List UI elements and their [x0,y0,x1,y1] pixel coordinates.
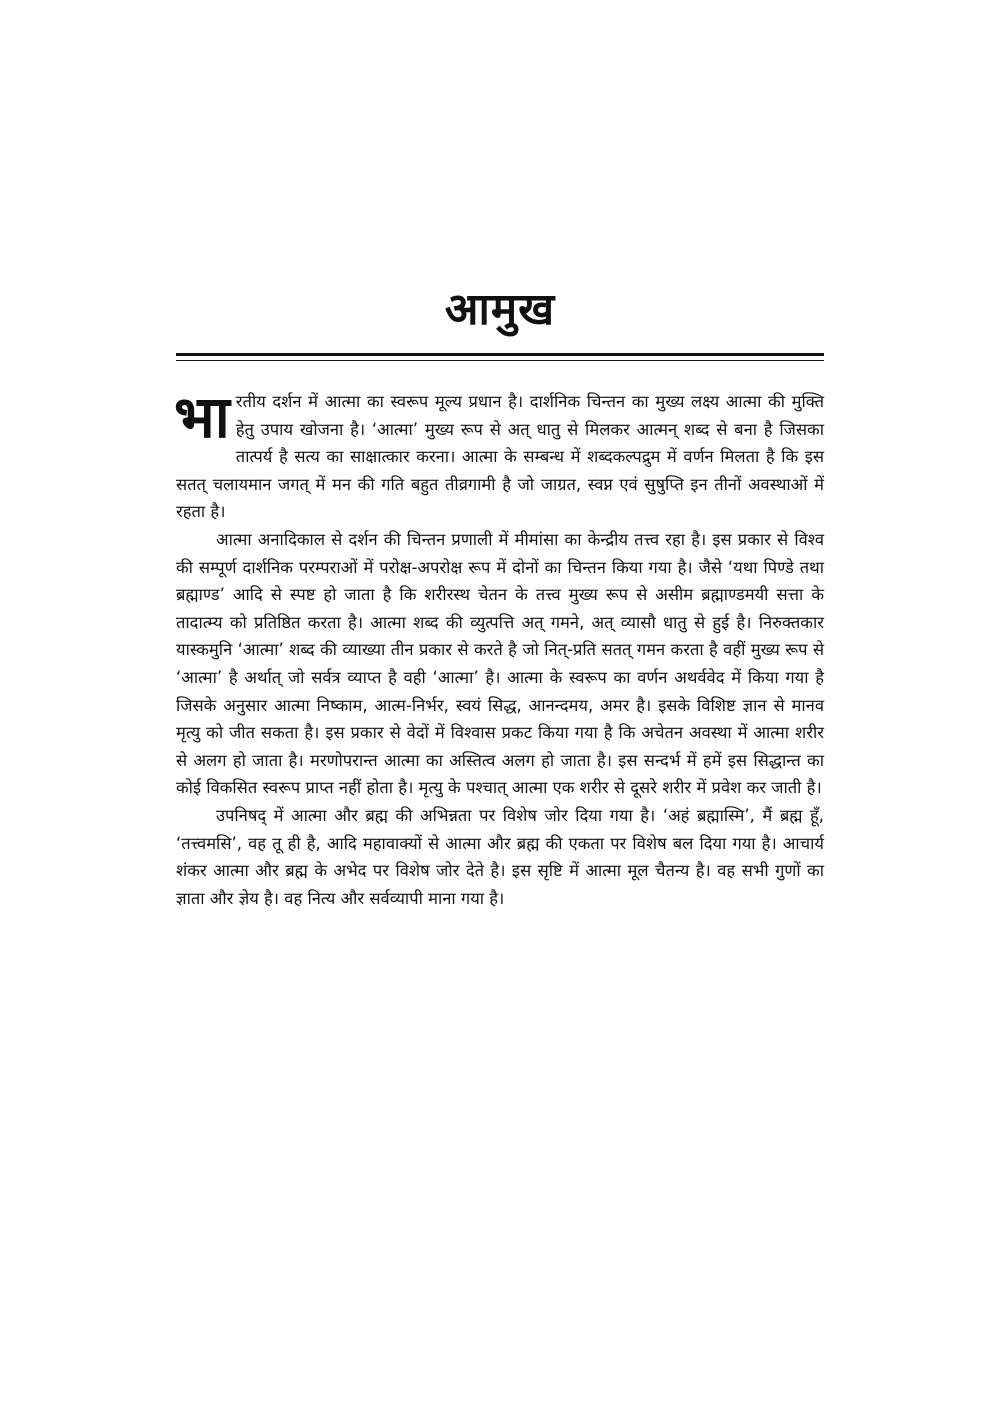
drop-cap: भा [174,383,230,451]
paragraph-1-text: रतीय दर्शन में आत्मा का स्वरूप मूल्य प्रधान है। दार्शनिक चिन्तन का मुख्य लक्ष्य आत्मा की मुक्ति हेतु उपाय खोजना है। ‘आत्मा’ मुख्य रूप से अत् धातु से मिलकर आत्मन् शब्द से बना है जिसका तात्पर्य है सत्य का साक्षात्कार करना। आत्मा के सम्बन्ध में शब्दकल्पद्रुम में वर्णन मिलता है कि इस सतत् चलायमान जगत् में मन की गति बहुत तीव्रगामी है जो जाग्रत, स्वप्न एवं सुषुप्ति इन तीनों अवस्थाओं में रहता है। [176,392,824,522]
title-rule-thin [176,360,824,361]
paragraph-1 [174,383,824,526]
paragraph-2: आत्मा अनादिकाल से दर्शन की चिन्तन प्रणाली में मीमांसा का केन्द्रीय तत्त्व रहा है। इस प्रकार से विश्व की सम्पूर्ण दार्शनिक परम्पराओं में परोक्ष-अपरोक्ष रूप में दोनों का चिन्तन किया गया है। जैसे ‘यथा पिण्डे तथा ब्रह्माण्ड’ आदि से स्पष्ट हो जाता है कि शरीरस्थ चेतन के तत्त्व मुख्य रूप से असीम ब्रह्माण्डमयी सत्ता के तादात्म्य को प्रतिष्ठित करता है। आत्मा शब्द की व्युत्पत्ति अत् गमने, अत् व्यासौ धातु से हुई है। निरुक्तकार यास्कमुनि ‘आत्मा’ शब्द की व्याख्या तीन प्रकार से करते है जो नित्-प्रति सतत् गमन करता है वहीं मुख्य रूप से ‘आत्मा’ है अर्थात् जो सर्वत्र व्याप्त है वही ‘आत्मा’ है। आत्मा के स्वरूप का वर्णन अथर्ववेद में किया गया है जिसके अनुसार आत्मा निष्काम, आत्म-निर्भर, स्वयं सिद्ध, आनन्दमय, अमर है। इसके विशिष्ट ज्ञान से मानव मृत्यु को जीत सकता है। इस प्रकार से वेदों में विश्वास प्रकट किया गया है कि अचेतन अवस्था में आत्मा शरीर से अलग हो जाता है। मरणोपरान्त आत्मा का अस्तित्व अलग हो जाता है। इस सन्दर्भ में हमें इस सिद्धान्त का कोई विकसित स्वरूप प्राप्त नहीं होता है। मृत्यु के पश्चात् आत्मा एक शरीर से दूसरे शरीर में प्रवेश कर जाती है। [176,529,824,798]
page-title: आमुख [444,284,556,335]
body-text [174,383,824,912]
paragraph-3: उपनिषद् में आत्मा और ब्रह्म की अभिन्नता पर विशेष जोर दिया गया है। ‘अहं ब्रह्मास्मि’, मैं ब्रह्म हूँ, ‘तत्त्वमसि’, वह तू ही है, आदि महावाक्यों से आत्मा और ब्रह्म की एकता पर विशेष बल दिया गया है। आचार्य शंकर आत्मा और ब्रह्म के अभेद पर विशेष जोर देते है। इस सृष्टि में आत्मा मूल चैतन्य है। वह सभी गुणों का ज्ञाता और ज्ञेय है। वह नित्य और सर्वव्यापी माना गया है। [176,805,824,908]
title-rule-thick [176,353,824,356]
